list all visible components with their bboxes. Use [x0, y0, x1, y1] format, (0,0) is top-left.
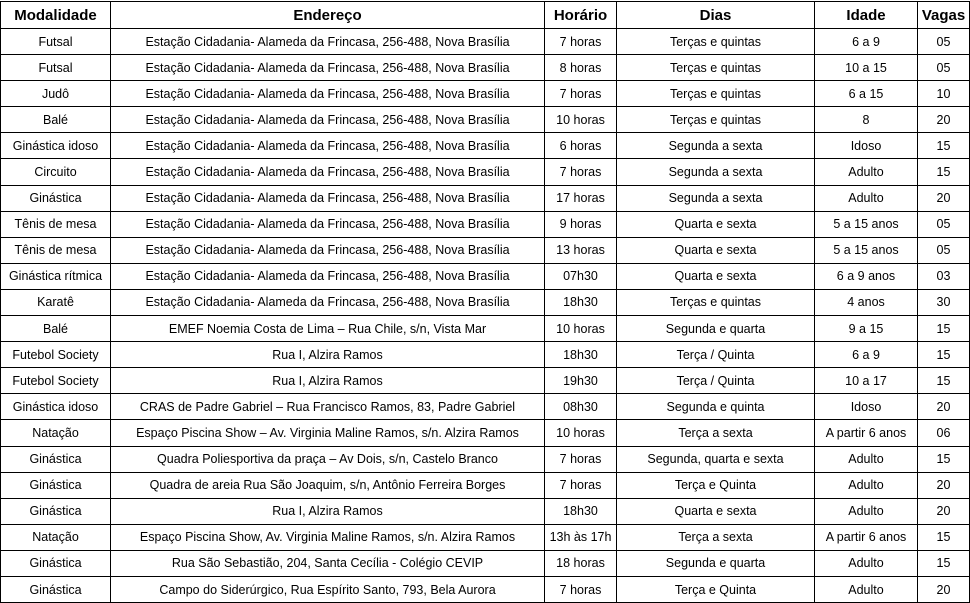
cell-modalidade: Ginástica — [1, 576, 111, 602]
cell-endereco: Estação Cidadania- Alameda da Frincasa, 256-488, Nova Brasília — [111, 81, 545, 107]
cell-modalidade: Ginástica idoso — [1, 394, 111, 420]
cell-endereco: Estação Cidadania- Alameda da Frincasa, 256-488, Nova Brasília — [111, 263, 545, 289]
cell-dias: Quarta e sexta — [617, 237, 815, 263]
cell-modalidade: Ginástica idoso — [1, 133, 111, 159]
table-row — [1, 394, 970, 420]
table-row — [1, 185, 970, 211]
header-row — [1, 2, 970, 29]
table-row — [1, 237, 970, 263]
cell-horario: 08h30 — [545, 394, 617, 420]
table-row — [1, 316, 970, 342]
cell-endereco: Campo do Siderúrgico, Rua Espírito Santo, 793, Bela Aurora — [111, 576, 545, 602]
cell-horario: 18h30 — [545, 342, 617, 368]
cell-modalidade: Karatê — [1, 289, 111, 315]
cell-dias: Terças e quintas — [617, 55, 815, 81]
cell-vagas: 20 — [918, 394, 970, 420]
cell-modalidade: Tênis de mesa — [1, 237, 111, 263]
cell-vagas: 15 — [918, 446, 970, 472]
cell-endereco: CRAS de Padre Gabriel – Rua Francisco Ramos, 83, Padre Gabriel — [111, 394, 545, 420]
cell-idade: Adulto — [815, 550, 918, 576]
cell-horario: 7 horas — [545, 29, 617, 55]
table-row — [1, 472, 970, 498]
cell-dias: Quarta e sexta — [617, 211, 815, 237]
cell-modalidade: Ginástica — [1, 550, 111, 576]
table-row — [1, 524, 970, 550]
table-body — [1, 29, 970, 603]
cell-endereco: Quadra Poliesportiva da praça – Av Dois, s/n, Castelo Branco — [111, 446, 545, 472]
cell-modalidade: Futsal — [1, 55, 111, 81]
header-dias: Dias — [617, 2, 815, 29]
cell-vagas: 15 — [918, 368, 970, 394]
cell-modalidade: Futsal — [1, 29, 111, 55]
cell-idade: A partir 6 anos — [815, 524, 918, 550]
cell-horario: 10 horas — [545, 107, 617, 133]
cell-endereco: Espaço Piscina Show – Av. Virginia Maline Ramos, s/n. Alzira Ramos — [111, 420, 545, 446]
header-horario: Horário — [545, 2, 617, 29]
cell-modalidade: Circuito — [1, 159, 111, 185]
cell-idade: Adulto — [815, 576, 918, 602]
cell-vagas: 15 — [918, 342, 970, 368]
cell-modalidade: Balé — [1, 316, 111, 342]
cell-endereco: Rua São Sebastião, 204, Santa Cecília - Colégio CEVIP — [111, 550, 545, 576]
cell-horario: 13h às 17h — [545, 524, 617, 550]
header-vagas: Vagas — [918, 2, 970, 29]
table-row — [1, 211, 970, 237]
cell-vagas: 06 — [918, 420, 970, 446]
cell-dias: Terça e Quinta — [617, 472, 815, 498]
cell-vagas: 05 — [918, 55, 970, 81]
cell-vagas: 15 — [918, 159, 970, 185]
cell-vagas: 20 — [918, 185, 970, 211]
cell-endereco: EMEF Noemia Costa de Lima – Rua Chile, s/n, Vista Mar — [111, 316, 545, 342]
cell-endereco: Espaço Piscina Show, Av. Virginia Maline Ramos, s/n. Alzira Ramos — [111, 524, 545, 550]
cell-idade: 8 — [815, 107, 918, 133]
cell-idade: 6 a 9 — [815, 342, 918, 368]
cell-dias: Terças e quintas — [617, 81, 815, 107]
cell-vagas: 15 — [918, 524, 970, 550]
cell-endereco: Estação Cidadania- Alameda da Frincasa, 256-488, Nova Brasília — [111, 55, 545, 81]
table-row — [1, 263, 970, 289]
cell-vagas: 30 — [918, 289, 970, 315]
cell-endereco: Estação Cidadania- Alameda da Frincasa, 256-488, Nova Brasília — [111, 159, 545, 185]
cell-horario: 7 horas — [545, 446, 617, 472]
cell-endereco: Estação Cidadania- Alameda da Frincasa, 256-488, Nova Brasília — [111, 133, 545, 159]
header-idade: Idade — [815, 2, 918, 29]
header-modalidade: Modalidade — [1, 2, 111, 29]
cell-vagas: 20 — [918, 498, 970, 524]
table-row — [1, 342, 970, 368]
cell-dias: Segunda a sexta — [617, 159, 815, 185]
cell-horario: 17 horas — [545, 185, 617, 211]
cell-dias: Segunda a sexta — [617, 185, 815, 211]
cell-horario: 18 horas — [545, 550, 617, 576]
cell-horario: 19h30 — [545, 368, 617, 394]
cell-horario: 18h30 — [545, 289, 617, 315]
cell-vagas: 15 — [918, 133, 970, 159]
cell-dias: Terças e quintas — [617, 29, 815, 55]
cell-idade: Adulto — [815, 159, 918, 185]
table-row — [1, 289, 970, 315]
cell-idade: 9 a 15 — [815, 316, 918, 342]
cell-idade: Idoso — [815, 394, 918, 420]
cell-modalidade: Ginástica — [1, 472, 111, 498]
cell-dias: Segunda e quinta — [617, 394, 815, 420]
cell-modalidade: Futebol Society — [1, 342, 111, 368]
cell-modalidade: Judô — [1, 81, 111, 107]
cell-endereco: Estação Cidadania- Alameda da Frincasa, 256-488, Nova Brasília — [111, 185, 545, 211]
cell-horario: 10 horas — [545, 316, 617, 342]
cell-dias: Terça a sexta — [617, 420, 815, 446]
cell-dias: Segunda, quarta e sexta — [617, 446, 815, 472]
cell-endereco: Estação Cidadania- Alameda da Frincasa, 256-488, Nova Brasília — [111, 211, 545, 237]
cell-horario: 6 horas — [545, 133, 617, 159]
cell-horario: 13 horas — [545, 237, 617, 263]
cell-idade: 6 a 9 — [815, 29, 918, 55]
cell-vagas: 15 — [918, 550, 970, 576]
cell-modalidade: Ginástica — [1, 185, 111, 211]
cell-idade: 10 a 15 — [815, 55, 918, 81]
cell-idade: 4 anos — [815, 289, 918, 315]
cell-endereco: Estação Cidadania- Alameda da Frincasa, 256-488, Nova Brasília — [111, 29, 545, 55]
cell-idade: A partir 6 anos — [815, 420, 918, 446]
cell-vagas: 20 — [918, 107, 970, 133]
cell-idade: Adulto — [815, 498, 918, 524]
cell-dias: Terças e quintas — [617, 289, 815, 315]
cell-modalidade: Ginástica — [1, 446, 111, 472]
cell-horario: 8 horas — [545, 55, 617, 81]
cell-idade: 5 a 15 anos — [815, 237, 918, 263]
cell-endereco: Rua I, Alzira Ramos — [111, 498, 545, 524]
cell-endereco: Quadra de areia Rua São Joaquim, s/n, Antônio Ferreira Borges — [111, 472, 545, 498]
cell-horario: 07h30 — [545, 263, 617, 289]
table-row — [1, 81, 970, 107]
cell-endereco: Estação Cidadania- Alameda da Frincasa, 256-488, Nova Brasília — [111, 237, 545, 263]
table-row — [1, 107, 970, 133]
cell-idade: Adulto — [815, 472, 918, 498]
cell-modalidade: Futebol Society — [1, 368, 111, 394]
cell-horario: 7 horas — [545, 81, 617, 107]
table-row — [1, 550, 970, 576]
cell-endereco: Rua I, Alzira Ramos — [111, 368, 545, 394]
cell-modalidade: Tênis de mesa — [1, 211, 111, 237]
cell-idade: 10 a 17 — [815, 368, 918, 394]
cell-horario: 7 horas — [545, 159, 617, 185]
cell-modalidade: Ginástica — [1, 498, 111, 524]
cell-dias: Quarta e sexta — [617, 498, 815, 524]
table-row — [1, 159, 970, 185]
cell-modalidade: Natação — [1, 420, 111, 446]
cell-vagas: 03 — [918, 263, 970, 289]
cell-vagas: 05 — [918, 237, 970, 263]
table-row — [1, 498, 970, 524]
table-row — [1, 368, 970, 394]
cell-endereco: Estação Cidadania- Alameda da Frincasa, 256-488, Nova Brasília — [111, 289, 545, 315]
table-row — [1, 29, 970, 55]
cell-dias: Terça a sexta — [617, 524, 815, 550]
cell-idade: Adulto — [815, 446, 918, 472]
table-row — [1, 446, 970, 472]
table-row — [1, 55, 970, 81]
cell-dias: Segunda a sexta — [617, 133, 815, 159]
cell-endereco: Estação Cidadania- Alameda da Frincasa, 256-488, Nova Brasília — [111, 107, 545, 133]
cell-idade: 6 a 9 anos — [815, 263, 918, 289]
cell-modalidade: Balé — [1, 107, 111, 133]
table-row — [1, 576, 970, 602]
cell-horario: 7 horas — [545, 576, 617, 602]
cell-idade: Idoso — [815, 133, 918, 159]
cell-modalidade: Natação — [1, 524, 111, 550]
cell-vagas: 05 — [918, 29, 970, 55]
cell-vagas: 20 — [918, 576, 970, 602]
cell-vagas: 10 — [918, 81, 970, 107]
cell-idade: 5 a 15 anos — [815, 211, 918, 237]
cell-idade: 6 a 15 — [815, 81, 918, 107]
cell-idade: Adulto — [815, 185, 918, 211]
cell-horario: 9 horas — [545, 211, 617, 237]
cell-endereco: Rua I, Alzira Ramos — [111, 342, 545, 368]
table-row — [1, 133, 970, 159]
cell-dias: Quarta e sexta — [617, 263, 815, 289]
cell-vagas: 05 — [918, 211, 970, 237]
table-row — [1, 420, 970, 446]
cell-dias: Segunda e quarta — [617, 550, 815, 576]
cell-vagas: 20 — [918, 472, 970, 498]
cell-horario: 18h30 — [545, 498, 617, 524]
cell-dias: Terça / Quinta — [617, 368, 815, 394]
cell-dias: Segunda e quarta — [617, 316, 815, 342]
cell-dias: Terças e quintas — [617, 107, 815, 133]
header-endereco: Endereço — [111, 2, 545, 29]
cell-vagas: 15 — [918, 316, 970, 342]
schedule-table — [0, 1, 970, 603]
cell-dias: Terça / Quinta — [617, 342, 815, 368]
cell-dias: Terça e Quinta — [617, 576, 815, 602]
cell-horario: 10 horas — [545, 420, 617, 446]
cell-horario: 7 horas — [545, 472, 617, 498]
cell-modalidade: Ginástica rítmica — [1, 263, 111, 289]
